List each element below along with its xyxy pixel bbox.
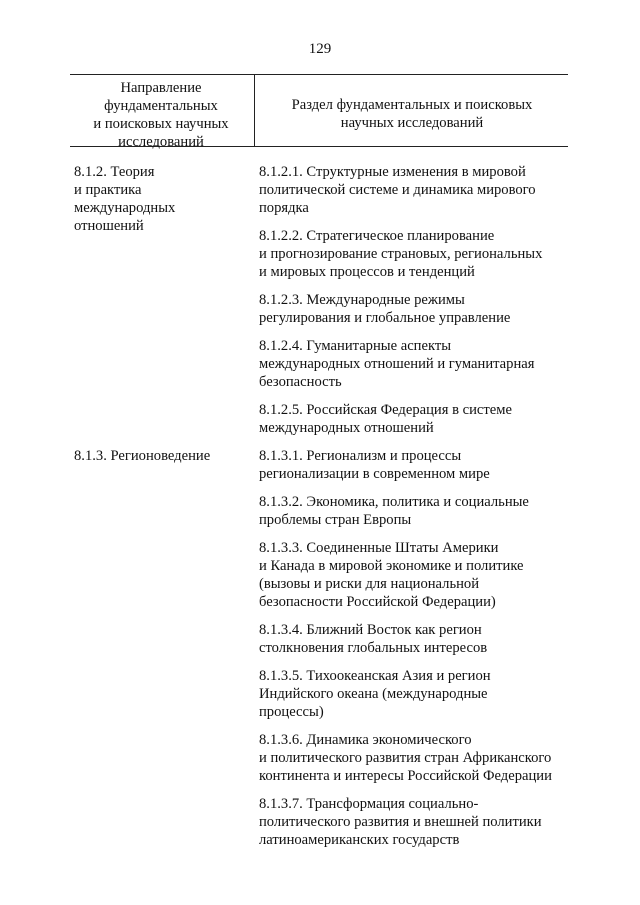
header-direction-line: исследований xyxy=(118,134,204,150)
section-line: столкновения глобальных интересов xyxy=(259,640,488,656)
section-item xyxy=(259,447,570,483)
section-line: и политического развития стран Африканского xyxy=(259,750,552,766)
header-section-line: Раздел фундаментальных и поисковых xyxy=(291,97,533,113)
table-body xyxy=(74,163,570,859)
table-row xyxy=(74,163,570,447)
direction-name-line: международных xyxy=(74,200,176,216)
section-line: (вызовы и риски для национальной xyxy=(259,576,480,592)
section-line: континента и интересы Российской Федерации xyxy=(259,768,552,784)
section-line: порядка xyxy=(259,200,309,216)
section-line: регулирования и глобальное управление xyxy=(259,310,511,326)
direction-name-line: отношений xyxy=(74,218,144,234)
section-line: международных отношений и гуманитарная xyxy=(259,356,535,372)
header-column-divider xyxy=(254,75,255,146)
section-item xyxy=(259,795,570,849)
section-line: и прогнозирование страновых, региональных xyxy=(259,246,543,262)
section-list xyxy=(259,447,570,859)
section-line: 8.1.2.5. Российская Федерация в системе xyxy=(259,402,512,418)
section-line: 8.1.3.1. Регионализм и процессы xyxy=(259,448,462,464)
section-list xyxy=(259,163,570,447)
header-direction-column xyxy=(70,79,252,151)
section-line: 8.1.3.2. Экономика, политика и социальные xyxy=(259,494,529,510)
section-line: 8.1.2.4. Гуманитарные аспекты xyxy=(259,338,452,354)
section-item xyxy=(259,337,570,391)
section-line: и мировых процессов и тенденций xyxy=(259,264,475,280)
section-line: и Канада в мировой экономике и политике xyxy=(259,558,524,574)
section-item xyxy=(259,227,570,281)
direction-name xyxy=(74,447,259,859)
table-row xyxy=(74,447,570,859)
section-line: 8.1.3.4. Ближний Восток как регион xyxy=(259,622,482,638)
section-line: Индийского океана (международные xyxy=(259,686,488,702)
header-direction-line: фундаментальных xyxy=(104,98,218,114)
section-line: безопасность xyxy=(259,374,342,390)
page-number: 129 xyxy=(308,41,332,57)
section-line: 8.1.2.3. Международные режимы xyxy=(259,292,465,308)
section-item xyxy=(259,401,570,437)
section-item xyxy=(259,731,570,785)
section-line: безопасности Российской Федерации) xyxy=(259,594,496,610)
section-item xyxy=(259,539,570,611)
header-direction-line: Направление xyxy=(120,80,202,96)
section-line: политического развития и внешней политики xyxy=(259,814,542,830)
section-line: проблемы стран Европы xyxy=(259,512,412,528)
section-line: политической системе и динамика мирового xyxy=(259,182,536,198)
direction-name-line: и практика xyxy=(74,182,142,198)
section-line: 8.1.3.6. Динамика экономического xyxy=(259,732,472,748)
direction-name-line: 8.1.2. Теория xyxy=(74,164,155,180)
table-header xyxy=(70,74,568,150)
section-item xyxy=(259,291,570,327)
section-line: 8.1.2.2. Стратегическое планирование xyxy=(259,228,495,244)
section-line: 8.1.3.7. Трансформация социально- xyxy=(259,796,479,812)
section-item xyxy=(259,163,570,217)
header-direction-line: и поисковых научных xyxy=(93,116,229,132)
section-line: 8.1.3.5. Тихоокеанская Азия и регион xyxy=(259,668,491,684)
section-line: процессы) xyxy=(259,704,324,720)
section-item xyxy=(259,667,570,721)
section-line: латиноамериканских государств xyxy=(259,832,460,848)
section-line: 8.1.3.3. Соединенные Штаты Америки xyxy=(259,540,499,556)
direction-name-line: 8.1.3. Регионоведение xyxy=(74,448,211,464)
header-section-column xyxy=(256,96,568,132)
section-item xyxy=(259,493,570,529)
section-line: регионализации в современном мире xyxy=(259,466,490,482)
header-section-line: научных исследований xyxy=(340,115,484,131)
section-line: 8.1.2.1. Структурные изменения в мировой xyxy=(259,164,526,180)
direction-name xyxy=(74,163,259,447)
section-item xyxy=(259,621,570,657)
section-line: международных отношений xyxy=(259,420,434,436)
